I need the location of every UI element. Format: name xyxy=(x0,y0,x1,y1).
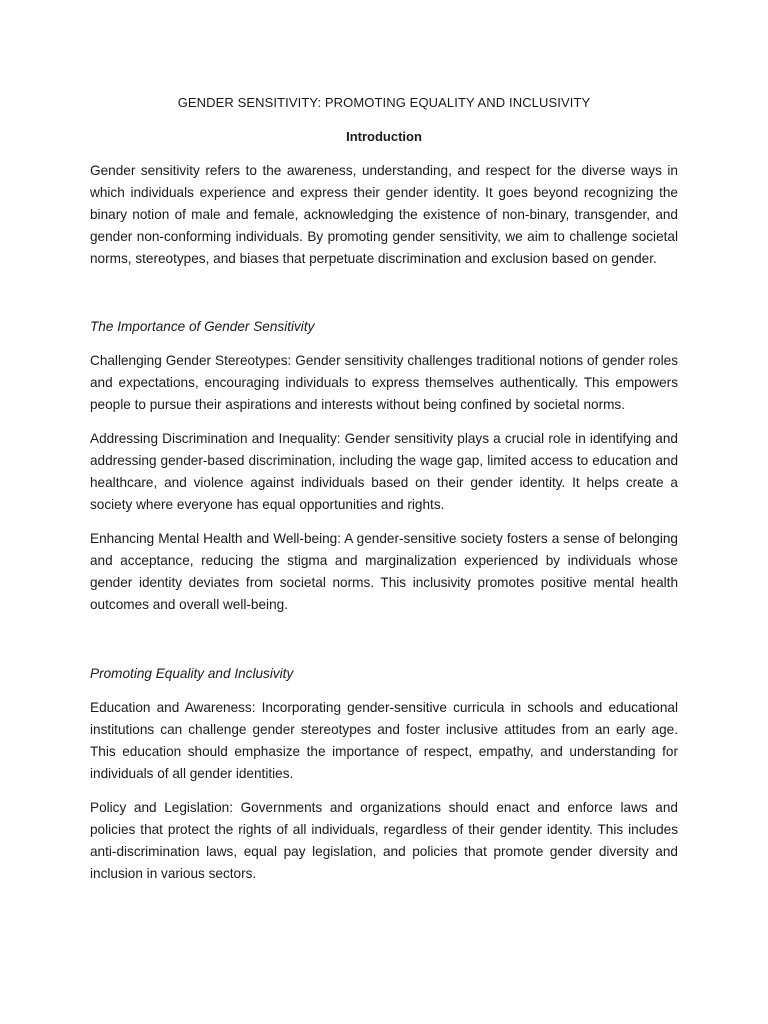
document-title: GENDER SENSITIVITY: PROMOTING EQUALITY AND INCLUSIVITY xyxy=(177,95,591,110)
section-heading-promoting: Promoting Equality and Inclusivity xyxy=(90,666,294,681)
spacer xyxy=(90,282,678,316)
paragraph-challenging-stereotypes: Challenging Gender Stereotypes: Gender sensitivity challenges traditional notions of gender roles and expectations, encouraging individuals to express themselves authentically. This empowers people to pursue their aspirations and interests without being confined by societal norms. xyxy=(90,353,678,412)
introduction-paragraph: Gender sensitivity refers to the awareness, understanding, and respect for the diverse ways in which individuals experience and express their gender identity. It goes beyond recognizing the binary notion of male and female, acknowledging the existence of non-binary, transgender, and gender non-conforming individuals. By promoting gender sensitivity, we aim to challenge societal norms, stereotypes, and biases that perpetuate discrimination and exclusion based on gender. xyxy=(90,163,678,266)
spacer xyxy=(90,628,678,663)
introduction-heading: Introduction xyxy=(346,129,422,144)
paragraph-mental-health: Enhancing Mental Health and Well-being: A gender-sensitive society fosters a sense of belonging and acceptance, reducing the stigma and marginalization experienced by individuals whose gender identity deviates from societal norms. This inclusivity promotes positive mental health outcomes and overall well-being. xyxy=(90,531,678,612)
section-heading-importance: The Importance of Gender Sensitivity xyxy=(90,319,315,334)
paragraph-policy-legislation: Policy and Legislation: Governments and organizations should enact and enforce laws and policies that protect the rights of all individuals, regardless of their gender identity. This includes anti-discrimination laws, equal pay legislation, and policies that promote gender diversity and inclusion in various sectors. xyxy=(90,800,678,881)
paragraph-education-awareness: Education and Awareness: Incorporating gender-sensitive curricula in schools and educational institutions can challenge gender stereotypes and foster inclusive attitudes from an early age. This education should emphasize the importance of respect, empathy, and understanding for individuals of all gender identities. xyxy=(90,700,678,781)
paragraph-addressing-discrimination: Addressing Discrimination and Inequality: Gender sensitivity plays a crucial role in identifying and addressing gender-based discrimination, including the wage gap, limited access to education and healthcare, and violence against individuals based on their gender identity. It helps create a society where everyone has equal opportunities and rights. xyxy=(90,431,678,512)
